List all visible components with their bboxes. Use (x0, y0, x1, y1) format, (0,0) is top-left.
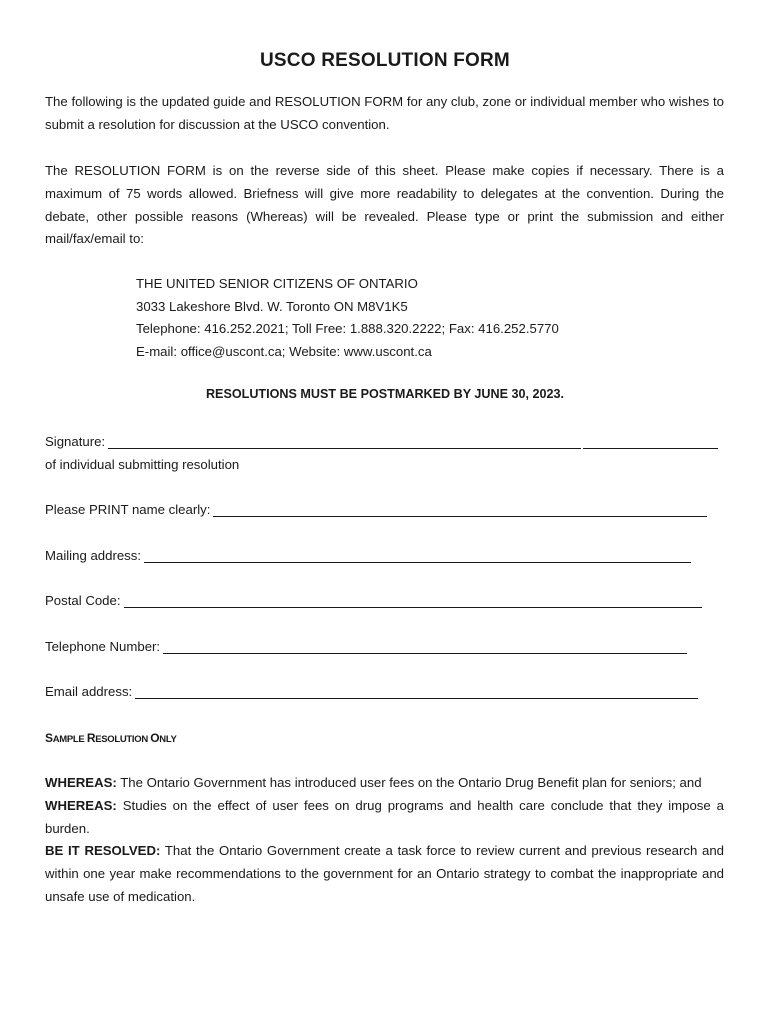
org-name: THE UNITED SENIOR CITIZENS OF ONTARIO (136, 276, 418, 291)
whereas-text: Studies on the effect of user fees on drug programs and health care conclude that they impose a burden. (45, 797, 724, 836)
signature-line[interactable] (108, 434, 581, 449)
signature-field (45, 434, 718, 449)
mailing-address-block (136, 273, 559, 363)
page-title: USCO RESOLUTION FORM (260, 50, 510, 71)
mailing-address-label: Mailing address: (45, 548, 142, 563)
email-label: Email address: (45, 684, 133, 699)
telephone-line[interactable] (163, 639, 687, 654)
phone-numbers: Telephone: 416.252.2021; Toll Free: 1.888.320.2222; Fax: 416.252.5770 (136, 321, 559, 337)
whereas-label: WHEREAS: (45, 775, 117, 790)
street-address: 3033 Lakeshore Blvd. W. Toronto ON M8V1K5 (136, 298, 408, 314)
sample-resolution-text (45, 772, 724, 909)
email-website: E-mail: office@uscont.ca; Website: www.uscont.ca (136, 343, 432, 359)
print-name-line[interactable] (213, 502, 707, 517)
signature-note: of individual submitting resolution (45, 457, 240, 472)
instructions-paragraph: The RESOLUTION FORM is on the reverse side of this sheet. Please make copies if necessary. There is a maximum of 75 words allowed. Briefness will give more readability to delegates at the convention. During the debate, other possible reasons (Whereas) will be revealed. Please type or print the submission and either mail/fax/email to: (45, 163, 724, 247)
intro-paragraph: The following is the updated guide and RESOLUTION FORM for any club, zone or individual member who wishes to submit a resolution for discussion at the USCO convention. (45, 94, 724, 132)
email-field (45, 684, 698, 699)
whereas-label: WHEREAS: (45, 797, 117, 813)
email-line[interactable] (135, 684, 698, 699)
signature-line-extension[interactable] (583, 434, 718, 449)
print-name-field (45, 502, 707, 517)
whereas-text: The Ontario Government has introduced user fees on the Ontario Drug Benefit plan for seniors; and (116, 775, 702, 790)
sample-resolution-heading: SAMPLE RESOLUTION ONLY (45, 731, 177, 745)
resolved-label: BE IT RESOLVED: (45, 843, 161, 859)
telephone-label: Telephone Number: (45, 639, 161, 654)
mailing-address-field (45, 548, 691, 563)
postal-code-label: Postal Code: (45, 593, 121, 608)
mailing-address-line[interactable] (144, 548, 691, 563)
signature-label: Signature: (45, 434, 106, 449)
resolved-text: That the Ontario Government create a task force to review current and previous research and within one year make recommendations to the government for an Ontario strategy to combat the inappropriate and unsafe use of medication. (45, 843, 724, 904)
postal-code-line[interactable] (124, 593, 702, 608)
deadline-notice: RESOLUTIONS MUST BE POSTMARKED BY JUNE 30, 2023. (205, 387, 565, 401)
print-name-label: Please PRINT name clearly: (45, 502, 211, 517)
postal-code-field (45, 593, 702, 608)
telephone-field (45, 639, 687, 654)
